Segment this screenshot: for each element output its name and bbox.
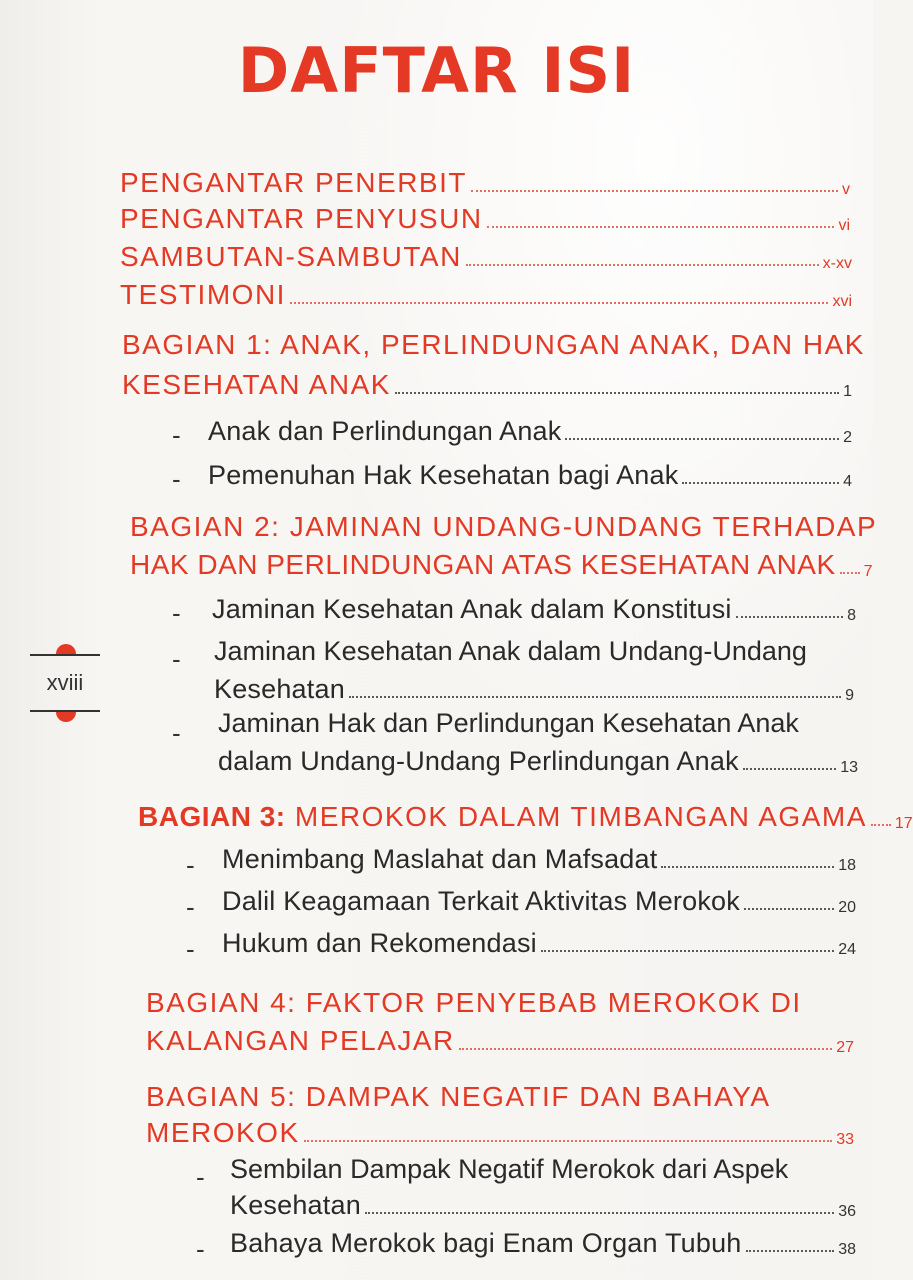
part-title-cont: MEROKOK bbox=[146, 1117, 300, 1148]
bullet: - bbox=[196, 1234, 205, 1264]
toc-page-number: 27 bbox=[836, 1039, 854, 1056]
dot-leader bbox=[871, 823, 891, 826]
toc-entry-label: Kesehatan bbox=[230, 1190, 361, 1220]
bullet: - bbox=[172, 644, 181, 674]
toc-entry-label: Bahaya Merokok bagi Enam Organ Tubuh bbox=[230, 1228, 742, 1258]
toc-page-number: v bbox=[842, 181, 850, 198]
marker-rule-top bbox=[30, 654, 100, 656]
part-5-heading[interactable] bbox=[146, 1080, 771, 1114]
bullet: - bbox=[172, 718, 181, 748]
part-title: JAMINAN UNDANG-UNDANG TERHADAP bbox=[289, 511, 878, 542]
part-5-heading-line2[interactable] bbox=[146, 1116, 854, 1150]
toc-subentry[interactable] bbox=[230, 1226, 856, 1260]
dot-leader bbox=[466, 263, 819, 266]
toc-page-number: 33 bbox=[836, 1131, 854, 1148]
toc-entry-label: Kesehatan bbox=[214, 674, 345, 704]
toc-entry-label: Dalil Keagamaan Terkait Aktivitas Merokok bbox=[222, 886, 740, 916]
toc-page-number: 8 bbox=[847, 607, 856, 624]
toc-page-number: 18 bbox=[838, 857, 856, 874]
part-title-cont: KALANGAN PELAJAR bbox=[146, 1025, 455, 1056]
dot-leader bbox=[736, 615, 843, 618]
part-title: FAKTOR PENYEBAB MEROKOK DI bbox=[305, 987, 802, 1018]
marker-dot-top bbox=[56, 644, 76, 654]
part-prefix: BAGIAN 2: bbox=[130, 511, 281, 542]
dot-leader bbox=[682, 481, 839, 484]
toc-subentry[interactable] bbox=[222, 884, 856, 918]
part-prefix: BAGIAN 1: bbox=[122, 329, 273, 360]
part-4-heading-line2[interactable] bbox=[146, 1024, 854, 1058]
part-title: ANAK, PERLINDUNGAN ANAK, DAN HAK bbox=[280, 329, 865, 360]
toc-entry-label: TESTIMONI bbox=[120, 279, 286, 310]
dot-leader bbox=[290, 301, 828, 304]
part-2-heading-line2[interactable] bbox=[130, 548, 873, 582]
toc-subentry[interactable] bbox=[208, 458, 852, 492]
toc-entry-label: Menimbang Maslahat dan Mafsadat bbox=[222, 844, 658, 874]
dot-leader bbox=[744, 907, 834, 910]
toc-page-number: 20 bbox=[838, 899, 856, 916]
dot-leader bbox=[840, 571, 860, 574]
toc-subentry-line1: Sembilan Dampak Negatif Merokok dari Aspek bbox=[230, 1154, 789, 1184]
toc-page-number: 17 bbox=[894, 815, 913, 832]
toc-entry-sambutan[interactable] bbox=[120, 240, 852, 274]
toc-page-number: 2 bbox=[843, 429, 852, 446]
bullet: - bbox=[172, 464, 181, 494]
dot-leader bbox=[743, 767, 836, 770]
toc-entry-label: dalam Undang-Undang Perlindungan Anak bbox=[218, 746, 739, 776]
dot-leader bbox=[304, 1139, 833, 1142]
part-3-heading[interactable] bbox=[138, 800, 913, 834]
bullet: - bbox=[186, 934, 195, 964]
toc-subentry-line1: Jaminan Hak dan Perlindungan Kesehatan Anak bbox=[218, 708, 799, 738]
part-prefix: BAGIAN 5: bbox=[146, 1081, 297, 1112]
dot-leader bbox=[746, 1249, 835, 1252]
part-2-heading[interactable] bbox=[130, 510, 877, 544]
part-title-cont: KESEHATAN ANAK bbox=[122, 369, 391, 400]
bullet: - bbox=[196, 1162, 205, 1192]
toc-page-number: 7 bbox=[863, 563, 873, 580]
dot-leader bbox=[661, 865, 834, 868]
toc-page-number: 4 bbox=[843, 473, 852, 490]
dot-leader bbox=[349, 695, 841, 698]
page-title: DAFTAR ISI bbox=[237, 34, 636, 107]
dot-leader bbox=[459, 1047, 832, 1050]
toc-entry-testimoni[interactable] bbox=[120, 278, 852, 312]
part-title-cont: HAK DAN PERLINDUNGAN ATAS KESEHATAN ANAK bbox=[130, 549, 836, 580]
dot-leader bbox=[541, 949, 834, 952]
page-number: xviii bbox=[46, 670, 84, 695]
part-prefix: BAGIAN 3: bbox=[138, 801, 286, 832]
dot-leader bbox=[487, 225, 835, 228]
toc-entry-label: Anak dan Perlindungan Anak bbox=[208, 416, 562, 446]
toc-entry-label: SAMBUTAN-SAMBUTAN bbox=[120, 241, 462, 272]
toc-page-number: 38 bbox=[838, 1241, 856, 1258]
bullet: - bbox=[186, 892, 195, 922]
toc-entry-label: PENGANTAR PENERBIT bbox=[120, 167, 467, 198]
part-title bbox=[138, 800, 867, 834]
toc-entry-pengantar-penyusun[interactable] bbox=[120, 202, 850, 236]
toc-subentry[interactable] bbox=[218, 744, 858, 778]
bullet: - bbox=[172, 598, 181, 628]
toc-page-number: xvi bbox=[832, 293, 852, 310]
side-page-marker bbox=[30, 640, 100, 720]
toc-subentry[interactable] bbox=[212, 592, 856, 626]
bullet: - bbox=[172, 420, 181, 450]
part-title-text: MEROKOK DALAM TIMBANGAN AGAMA bbox=[294, 801, 867, 832]
toc-subentry[interactable] bbox=[214, 672, 854, 706]
part-4-heading[interactable] bbox=[146, 986, 802, 1020]
toc-entry-label: Hukum dan Rekomendasi bbox=[222, 928, 537, 958]
toc-page-number: 9 bbox=[845, 687, 854, 704]
toc-subentry[interactable] bbox=[222, 926, 856, 960]
dot-leader bbox=[365, 1211, 834, 1214]
toc-subentry[interactable] bbox=[222, 842, 856, 876]
part-1-heading[interactable] bbox=[122, 328, 865, 362]
toc-entry-label: Jaminan Kesehatan Anak dalam Konstitusi bbox=[212, 594, 732, 624]
toc-entry-label: PENGANTAR PENYUSUN bbox=[120, 203, 483, 234]
toc-page-number: vi bbox=[838, 217, 850, 234]
bullet: - bbox=[186, 850, 195, 880]
toc-entry-pengantar-penerbit[interactable] bbox=[120, 166, 850, 200]
dot-leader bbox=[471, 189, 838, 192]
marker-dot-bottom bbox=[56, 712, 76, 722]
toc-subentry[interactable] bbox=[208, 414, 852, 448]
dot-leader bbox=[565, 437, 839, 440]
dot-leader bbox=[395, 391, 839, 394]
part-prefix: BAGIAN 4: bbox=[146, 987, 297, 1018]
toc-entry-label: Pemenuhan Hak Kesehatan bagi Anak bbox=[208, 460, 679, 490]
part-1-heading-line2[interactable] bbox=[122, 368, 852, 402]
toc-page-number: 24 bbox=[838, 941, 856, 958]
toc-page-number: 36 bbox=[838, 1203, 856, 1220]
toc-subentry[interactable] bbox=[230, 1188, 856, 1222]
toc-subentry-line1: Jaminan Kesehatan Anak dalam Undang-Undang bbox=[214, 636, 807, 666]
toc-page-number: 13 bbox=[840, 759, 858, 776]
part-title: DAMPAK NEGATIF DAN BAHAYA bbox=[305, 1081, 771, 1112]
toc-page-number: 1 bbox=[843, 383, 852, 400]
toc-page-number: x-xv bbox=[822, 255, 852, 272]
